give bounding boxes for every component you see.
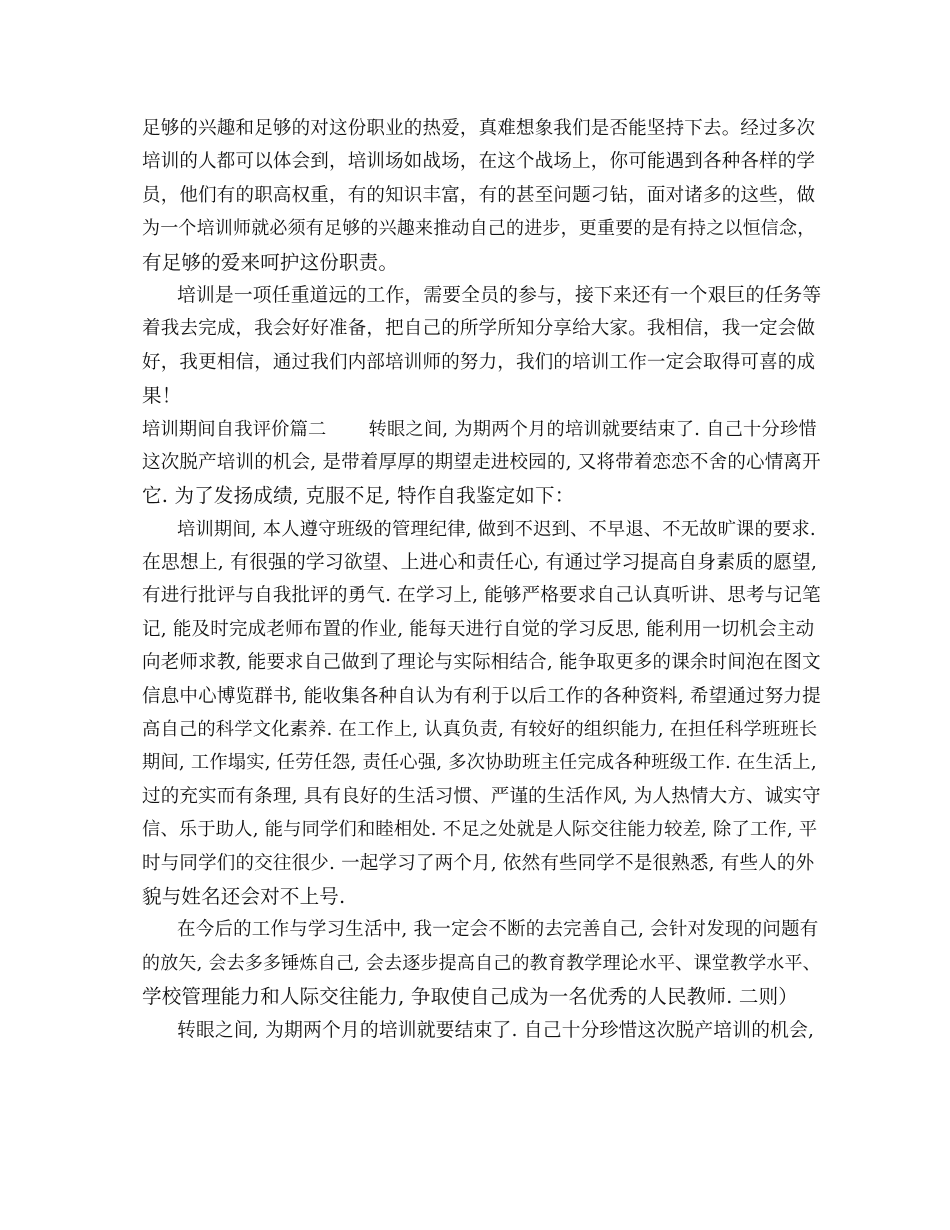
line-text: 有足够的爱来呵护这份职责。	[142, 250, 399, 274]
line-text: 在今后的工作与学习生活中, 我一定会不断的去完善自己, 会针对发现的问题有	[177, 919, 819, 941]
line-text: 向老师求教, 能要求自己做到了理论与实际相结合, 能争取更多的课余时间泡在图文	[142, 652, 821, 674]
text-line	[142, 947, 822, 980]
text-line	[142, 179, 822, 212]
line-text: 的放矢, 会去多多锤炼自己, 会去逐步提高自己的教育教学理论水平、课堂教学水平、	[142, 952, 821, 974]
text-line	[142, 613, 822, 646]
text-line	[142, 780, 822, 813]
line-text: 学校管理能力和人际交往能力, 争取使自己成为一名优秀的人民教师. 二则）	[142, 985, 798, 1009]
line-text: 期间, 工作塌实, 任劳任怨, 责任心强, 多次协助班主任完成各种班级工作. 在生活上,	[142, 752, 817, 774]
line-text: 过的充实而有条理, 具有良好的生活习惯、严谨的生活作风, 为人热情大方、诚实守	[142, 785, 821, 807]
text-line	[142, 847, 822, 880]
text-line	[142, 145, 822, 178]
text-line	[142, 413, 822, 446]
text-line	[142, 746, 822, 779]
line-text: 转眼之间, 为期两个月的培训就要结束了. 自己十分珍惜	[368, 418, 817, 440]
text-line	[142, 913, 822, 946]
text-line	[142, 513, 822, 546]
section-heading: 培训期间自我评价篇二	[142, 418, 327, 440]
line-text: 员，他们有的职高权重，有的知识丰富，有的甚至问题刁钻，面对诸多的这些，做	[142, 184, 816, 206]
text-line	[142, 579, 822, 612]
line-text: 着我去完成，我会好好准备，把自己的所学所知分享给大家。我相信，我一定会做	[142, 318, 816, 340]
text-line	[142, 379, 822, 412]
text-line	[142, 713, 822, 746]
line-text: 好，我更相信，通过我们内部培训师的努力，我们的培训工作一定会取得可喜的成	[142, 351, 816, 373]
text-line	[142, 813, 822, 846]
line-text: 貌与姓名还会对不上号.	[142, 884, 346, 908]
text-line	[142, 479, 822, 512]
text-line	[142, 246, 822, 279]
line-text: 高自己的科学文化素养. 在工作上, 认真负责, 有较好的组织能力, 在担任科学班班长	[142, 719, 818, 741]
text-line	[142, 546, 822, 579]
line-text: 时与同学们的交往很少. 一起学习了两个月, 依然有些同学不是很熟悉, 有些人的外	[142, 852, 815, 874]
line-text: 培训是一项任重道远的工作，需要全员的参与，接下来还有一个艰巨的任务等	[177, 284, 822, 306]
text-line	[142, 312, 822, 345]
text-line	[142, 446, 822, 479]
text-line	[142, 1014, 822, 1047]
line-text: 记, 能及时完成老师布置的作业, 能每天进行自觉的学习反思, 能利用一切机会主动	[142, 618, 815, 640]
text-line	[142, 279, 822, 312]
text-line	[142, 680, 822, 713]
text-line	[142, 112, 822, 145]
line-text: 这次脱产培训的机会, 是带着厚厚的期望走进校园的, 又将带着恋恋不舍的心情离开	[142, 451, 821, 473]
line-text: 为一个培训师就必须有足够的兴趣来推动自己的进步，更重要的是有持之以恒信念，	[142, 218, 816, 240]
line-text: 培训的人都可以体会到，培训场如战场，在这个战场上，你可能遇到各种各样的学	[142, 151, 816, 173]
text-line	[142, 646, 822, 679]
line-text: 有进行批评与自我批评的勇气. 在学习上, 能够严格要求自己认真听讲、思考与记笔	[142, 585, 821, 607]
line-text: 转眼之间, 为期两个月的培训就要结束了. 自己十分珍惜这次脱产培训的机会,	[177, 1019, 815, 1041]
text-line	[142, 980, 822, 1013]
line-text: 培训期间, 本人遵守班级的管理纪律, 做到不迟到、不早退、不无故旷课的要求.	[177, 518, 816, 540]
line-text: 果！	[142, 384, 182, 408]
text-line	[142, 880, 822, 913]
document-body	[142, 112, 822, 1047]
line-text: 在思想上, 有很强的学习欲望、上进心和责任心, 有通过学习提高自身素质的愿望,	[142, 552, 818, 574]
line-text: 足够的兴趣和足够的对这份职业的热爱，真难想象我们是否能坚持下去。经过多次	[142, 118, 816, 139]
line-text: 信息中心博览群书, 能收集各种自认为有利于以后工作的各种资料, 希望通过努力提	[142, 685, 821, 707]
line-text: 它. 为了发扬成绩, 克服不足, 特作自我鉴定如下：	[142, 484, 575, 508]
line-text: 信、乐于助人, 能与同学们和睦相处. 不足之处就是人际交往能力较差, 除了工作, 平	[142, 819, 818, 841]
text-line	[142, 212, 822, 245]
text-line	[142, 346, 822, 379]
